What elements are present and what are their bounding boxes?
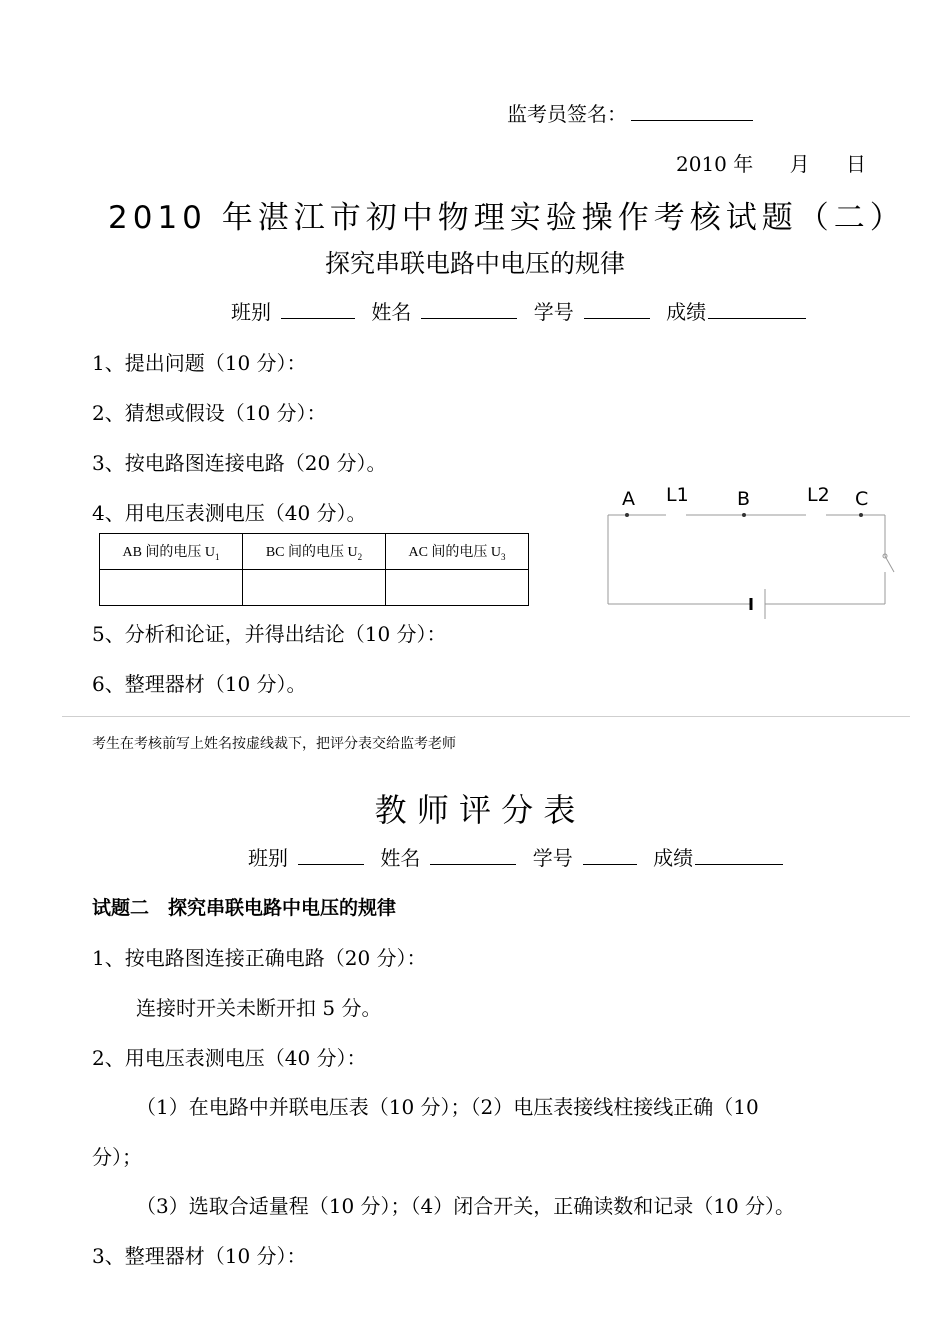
label-c: C — [855, 488, 869, 510]
invigilator-signature — [507, 98, 757, 127]
date-day: 日 — [845, 152, 866, 176]
teacher-section-title: 教 师 评 分 表 — [374, 791, 576, 829]
teacher-student-info-row — [248, 842, 783, 871]
question-1: 1、提出问题（10 分）： — [92, 351, 307, 375]
scoring-item-2-line-a-cont: 分）； — [92, 1145, 142, 1169]
table-header-cell: AB 间的电压 $U_1$ — [100, 534, 243, 570]
label-b: B — [737, 488, 751, 510]
voltage-ac-cell[interactable] — [386, 570, 529, 606]
scoring-item-2: 2、用电压表测电压（40 分）： — [92, 1046, 367, 1070]
node-b-dot — [742, 513, 746, 517]
voltage-table — [99, 533, 529, 606]
table-header-cell: BC 间的电压 $U_2$ — [243, 534, 386, 570]
scoring-item-1-note: 连接时开关未断开扣 5 分。 — [136, 996, 382, 1020]
question-3: 3、按电路图连接电路（20 分）。 — [92, 451, 387, 475]
scoring-item-2-line-a: （1）在电路中并联电压表（10 分）；（2）电压表接线柱接线正确（10 — [136, 1095, 759, 1119]
invigilator-signature-blank[interactable] — [631, 102, 753, 121]
table-header-cell: AC 间的电压 $U_3$ — [386, 534, 529, 570]
question-6: 6、整理器材（10 分）。 — [92, 672, 307, 696]
teacher-class-label: 班别 — [248, 846, 288, 870]
node-c-dot — [859, 513, 863, 517]
teacher-id-label: 学号 — [532, 846, 573, 870]
switch-lever — [885, 556, 894, 572]
class-field[interactable] — [281, 300, 355, 319]
teacher-heading: 试题二 探究串联电路中电压的规律 — [92, 897, 397, 919]
scoring-item-1: 1、按电路图连接正确电路（20 分）： — [92, 946, 427, 970]
voltage-ab-cell[interactable] — [100, 570, 243, 606]
question-4: 4、用电压表测电压（40 分）。 — [92, 501, 367, 525]
label-a: A — [622, 488, 635, 510]
name-label: 姓名 — [371, 300, 412, 324]
name-field[interactable] — [421, 300, 517, 319]
teacher-score-field[interactable] — [695, 846, 783, 865]
date-month: 月 — [789, 152, 810, 176]
student-info-row — [231, 296, 806, 325]
page-subtitle: 探究串联电路中电压的规律 — [324, 249, 625, 278]
voltage-bc-cell[interactable] — [243, 570, 386, 606]
cut-line — [62, 716, 910, 717]
teacher-class-field[interactable] — [298, 846, 364, 865]
page-title: 2010 年湛江市初中物理实验操作考核试题（二） — [108, 200, 906, 236]
cut-instruction: 考生在考核前写上姓名按虚线裁下，把评分表交给监考老师 — [92, 736, 456, 752]
score-field[interactable] — [708, 300, 806, 319]
score-label: 成绩 — [666, 300, 707, 324]
id-field[interactable] — [584, 300, 650, 319]
scoring-item-3: 3、整理器材（10 分）： — [92, 1244, 307, 1268]
exam-date — [676, 148, 866, 177]
node-a-dot — [625, 513, 629, 517]
teacher-name-label: 姓名 — [380, 846, 421, 870]
label-l2: L2 — [807, 484, 830, 506]
label-l1: L1 — [666, 484, 689, 506]
class-label: 班别 — [231, 300, 271, 324]
question-5: 5、分析和论证，并得出结论（10 分）： — [92, 622, 447, 646]
circuit-diagram — [598, 480, 908, 625]
table-row — [100, 570, 529, 606]
teacher-id-field[interactable] — [583, 846, 637, 865]
question-2: 2、猜想或假设（10 分）： — [92, 401, 327, 425]
table-header-row — [100, 534, 529, 570]
id-label: 学号 — [533, 300, 574, 324]
scoring-item-2-line-b: （3）选取合适量程（10 分）；（4）闭合开关，正确读数和记录（10 分）。 — [136, 1194, 796, 1218]
teacher-score-label: 成绩 — [653, 846, 694, 870]
date-year: 2010 年 — [676, 152, 754, 176]
invigilator-label: 监考员签名： — [507, 102, 627, 126]
teacher-name-field[interactable] — [430, 846, 516, 865]
